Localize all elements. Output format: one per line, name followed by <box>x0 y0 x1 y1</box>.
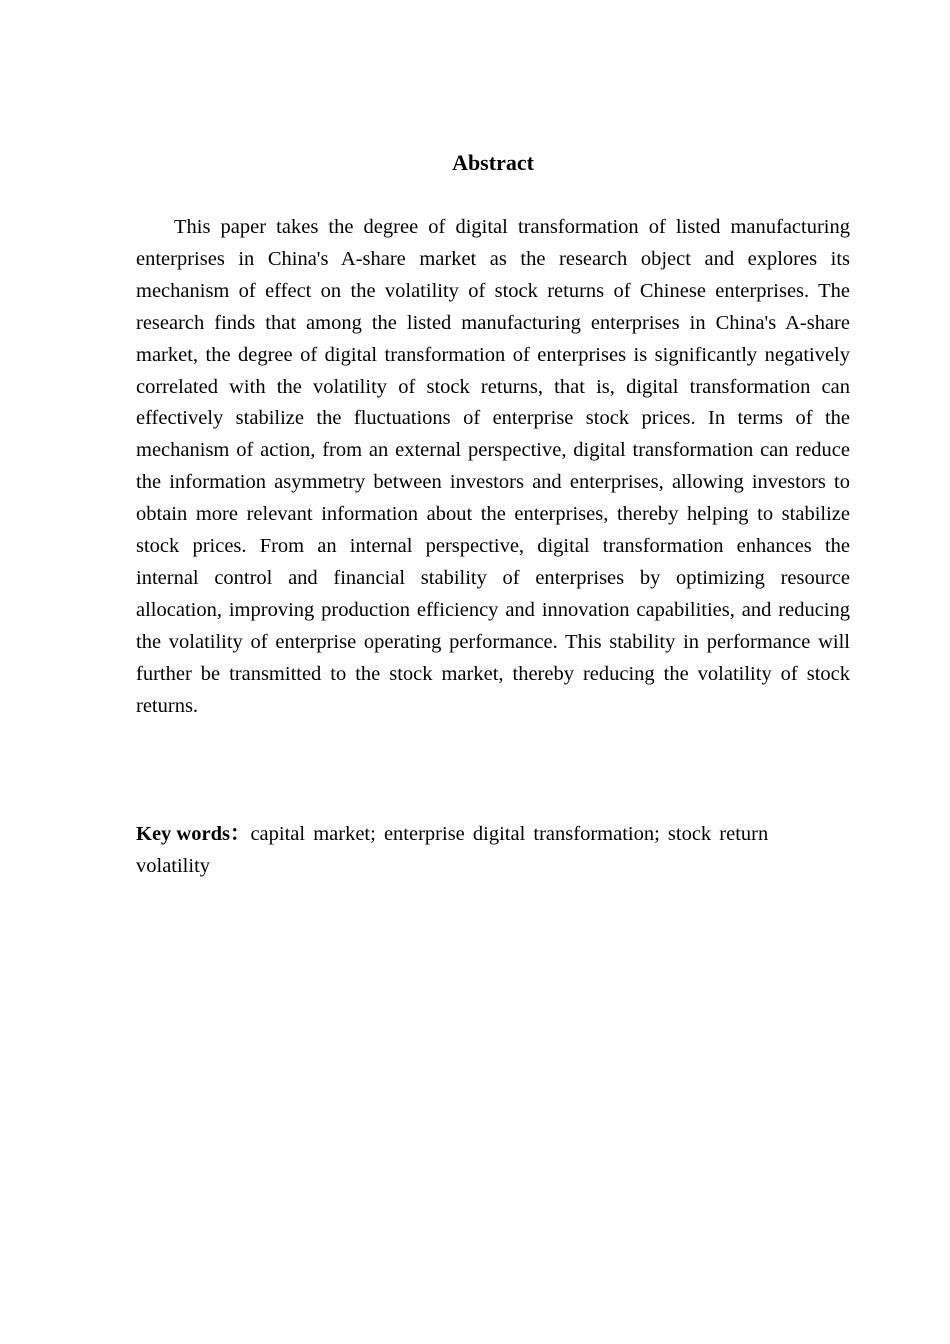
keywords-text: capital market; enterprise digital transformation; stock return volatility <box>136 823 769 877</box>
abstract-title: Abstract <box>452 150 534 175</box>
keywords-label: Key words： <box>136 823 251 845</box>
abstract-body: This paper takes the degree of digital transformation of listed manufacturing enterprises in China's A-share market as the research object and explores its mechanism of effect on the volatility of stock returns of Chinese enterprises. The research finds that among the listed manufacturing enterprises in China's A-share market, the degree of digital transformation of enterprises is significantly negatively correlated with the volatility of stock returns, that is, digital transformation can effectively stabilize the fluctuations of enterprise stock prices. In terms of the mechanism of action, from an external perspective, digital transformation can reduce the information asymmetry between investors and enterprises, allowing investors to obtain more relevant information about the enterprises, thereby helping to stabilize stock prices. From an internal perspective, digital transformation enhances the internal control and financial stability of enterprises by optimizing resource allocation, improving production efficiency and innovation capabilities, and reducing the volatility of enterprise operating performance. This stability in performance will further be transmitted to the stock market, thereby reducing the volatility of stock returns. <box>136 216 850 717</box>
keywords-line <box>136 819 850 883</box>
